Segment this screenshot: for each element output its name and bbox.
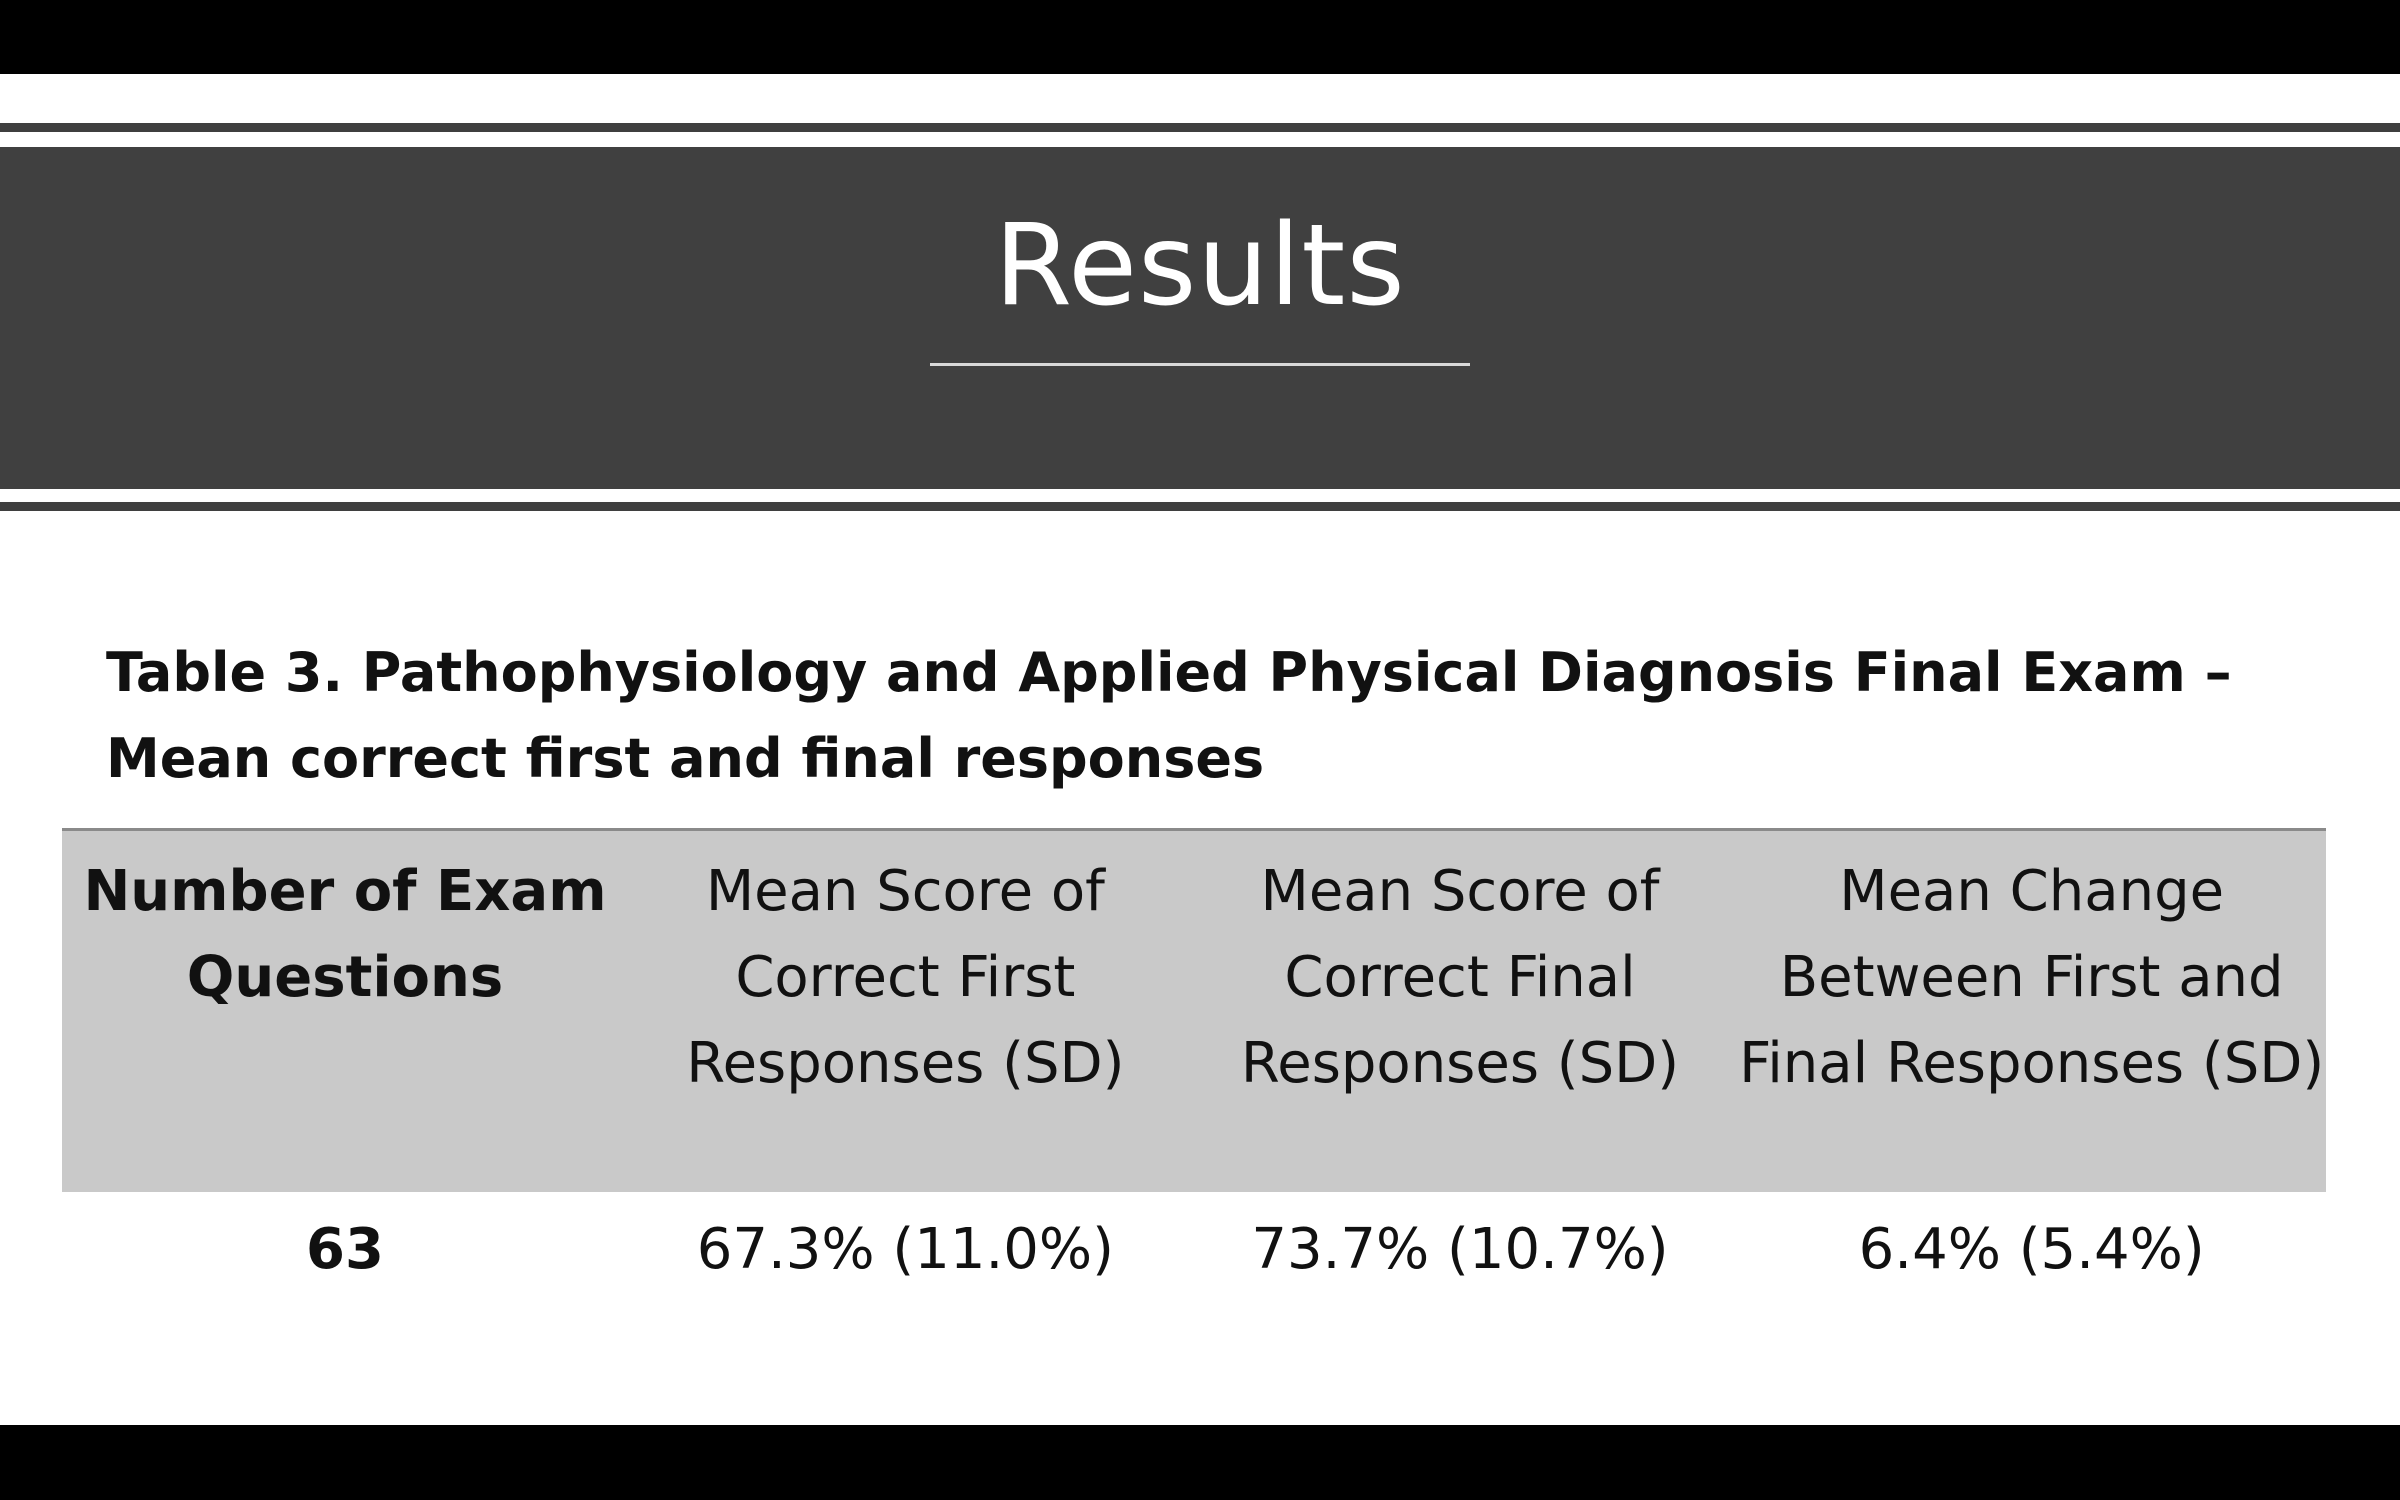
- letterbox-bottom: [0, 1425, 2400, 1500]
- banner-bottom-rule: [0, 502, 2400, 511]
- column-header-final-responses: Mean Score of Correct Final Responses (SD): [1183, 830, 1738, 1192]
- results-table: [62, 828, 2326, 1302]
- table-row: [62, 1192, 2326, 1302]
- slide-title: Results: [994, 201, 1406, 331]
- letterbox-top: [0, 0, 2400, 74]
- banner-top-rule: [0, 123, 2400, 132]
- column-header-exam-questions: Number of Exam Questions: [62, 830, 628, 1192]
- cell-mean-change: 6.4% (5.4%): [1858, 1216, 2205, 1282]
- title-underline: [930, 363, 1470, 366]
- table-header-row: [62, 830, 2326, 1192]
- table-caption: Table 3. Pathophysiology and Applied Physical Diagnosis Final Exam – Mean correct first and final responses: [106, 641, 2232, 790]
- cell-exam-questions: 63: [306, 1216, 384, 1282]
- cell-final-responses: 73.7% (10.7%): [1251, 1216, 1669, 1282]
- cell-first-responses: 67.3% (11.0%): [696, 1216, 1114, 1282]
- column-header-mean-change: Mean Change Between First and Final Responses (SD): [1737, 830, 2326, 1192]
- column-header-first-responses: Mean Score of Correct First Responses (SD): [628, 830, 1183, 1192]
